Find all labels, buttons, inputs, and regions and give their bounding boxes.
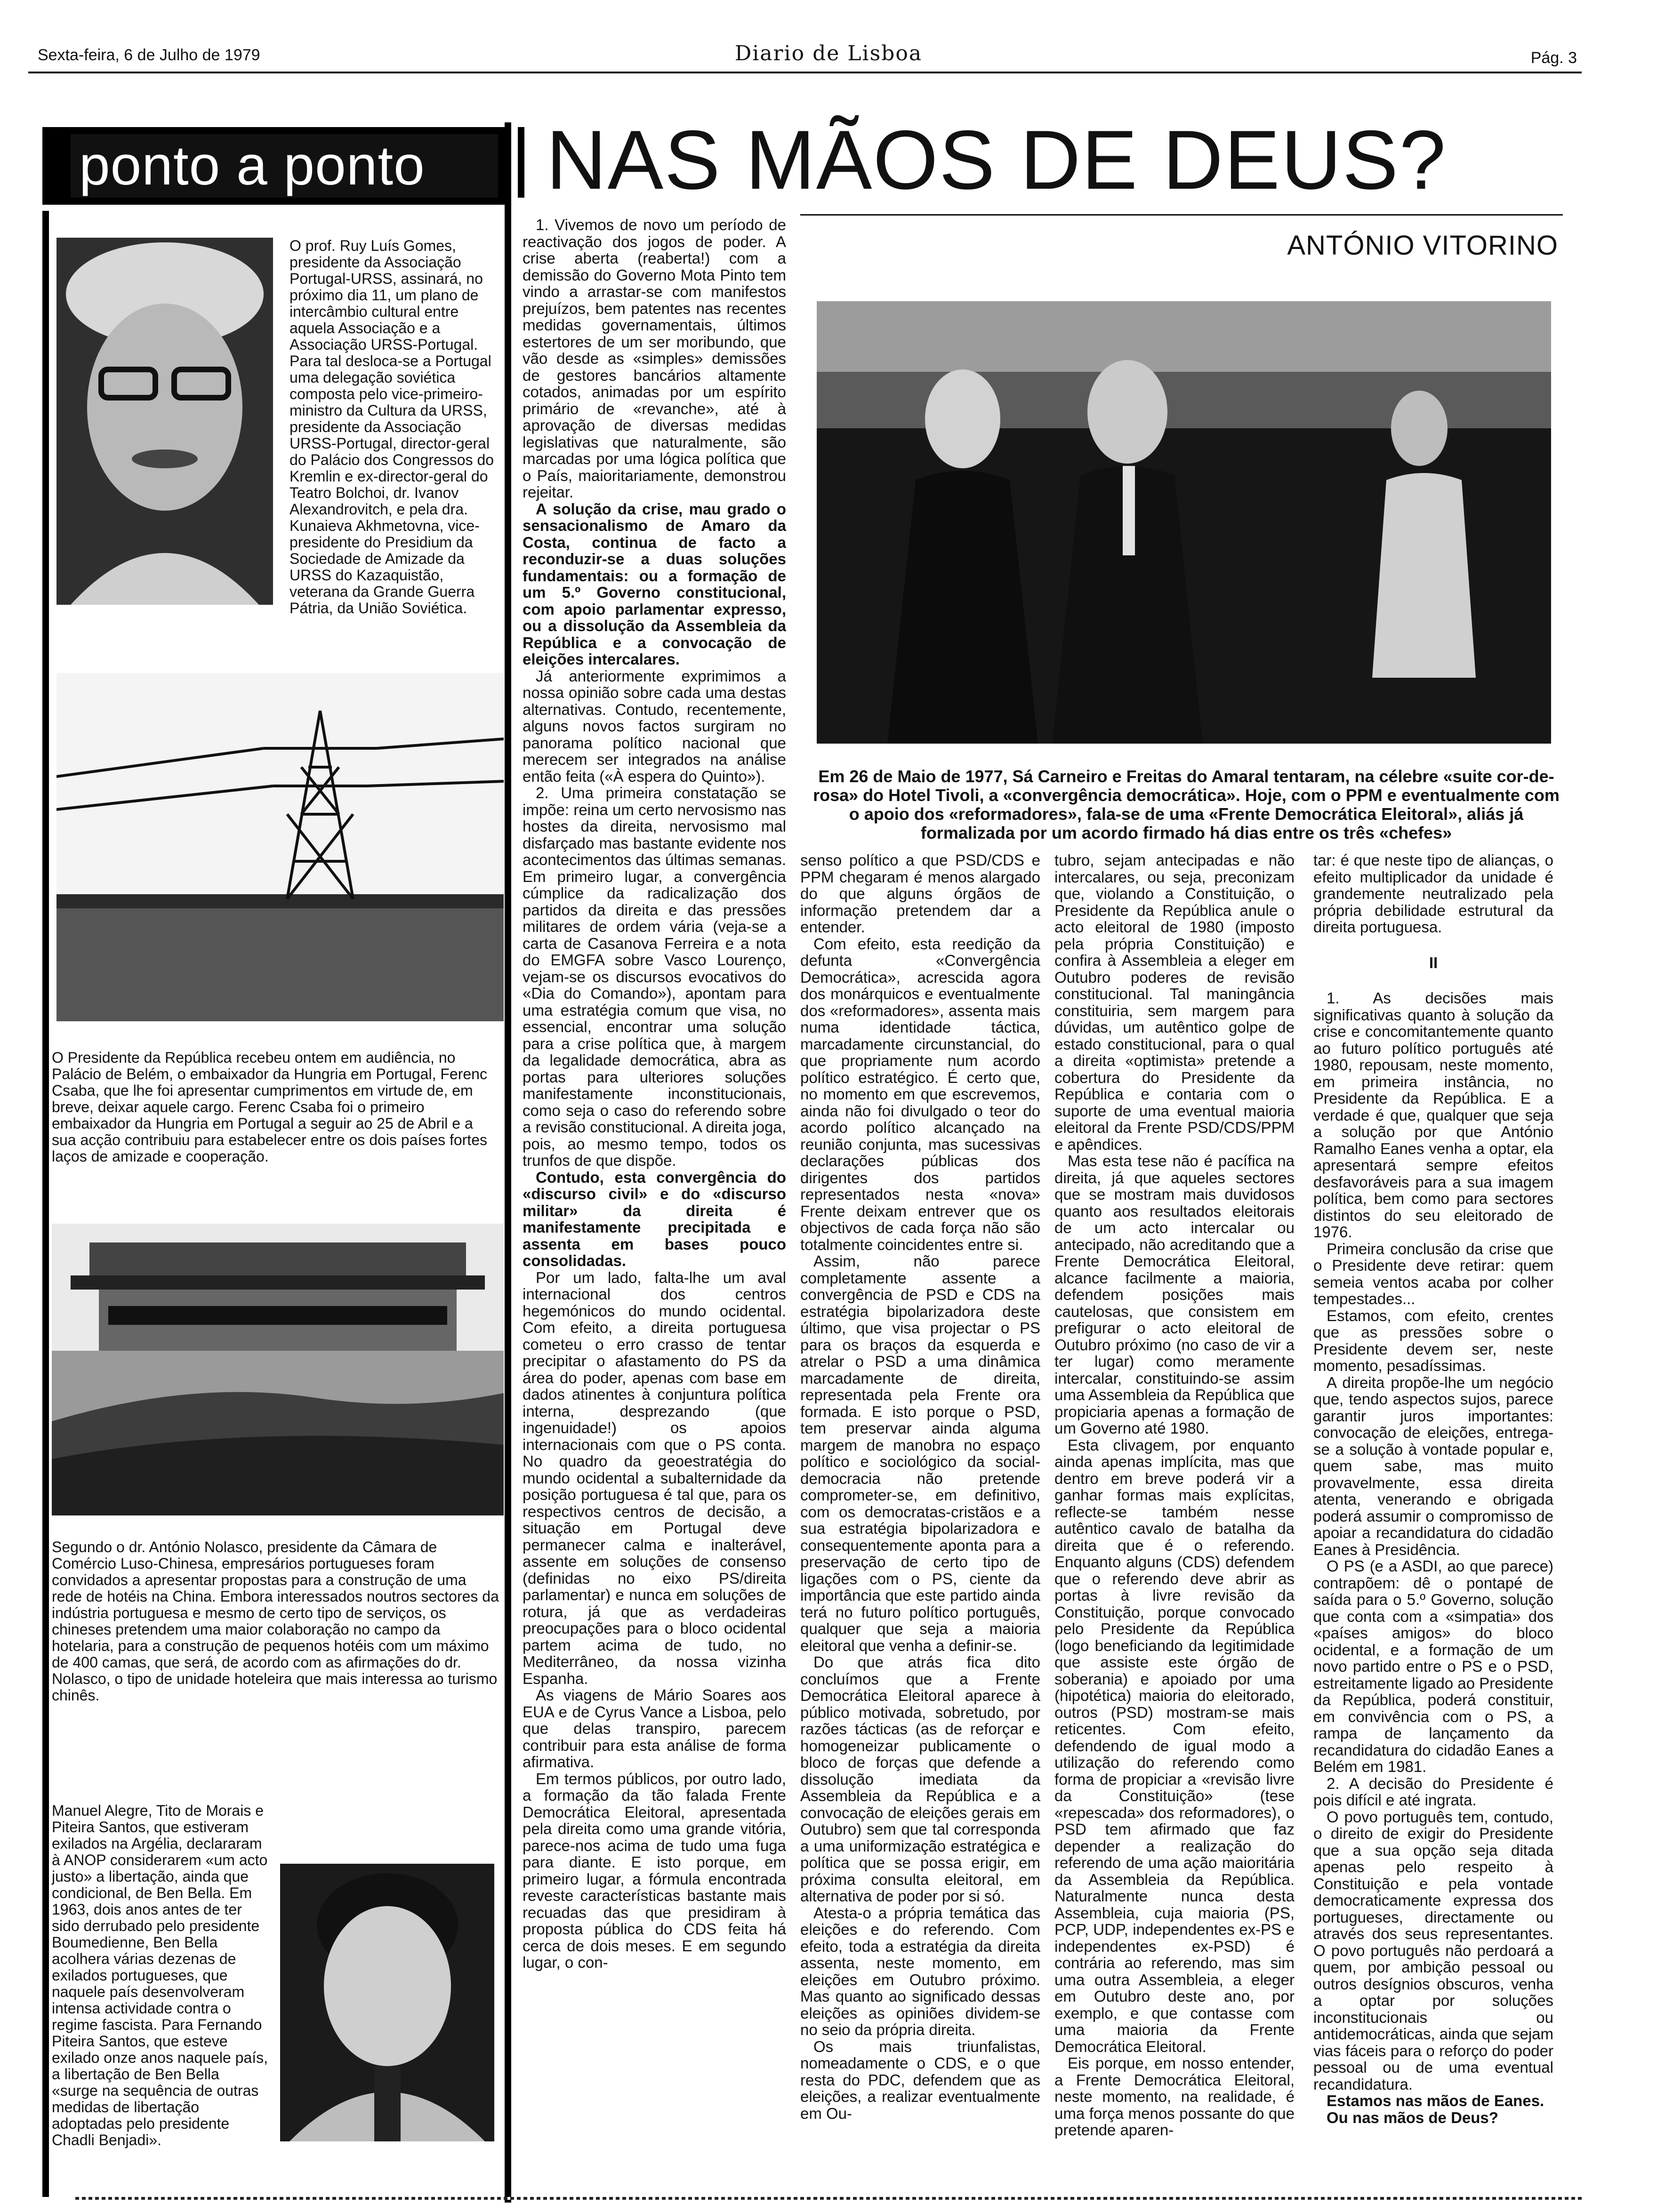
article-paragraph: Por um lado, falta-lhe um aval internacional dos centros hegemónicos do mundo ocidental. Com efeito, a direita portuguesa cometeu o erro crasso de tentar precipitar o afastamento do PS da área do poder, apenas com base em dados atinentes à conjuntura política interna, desprezando (que ingenuidade!) os apoios internacionais com que o PS conta. No quadro da geoestratégia do mundo ocidental a subalternidade da posição portuguesa é tal que, para os respectivos centros de decisão, a situação em Portugal deve permanecer calma e inalterável, assente em soluções de consenso (definidas no eixo PS/direita parlamentar) e nunca em soluções de rotura, já que as verdadeiras preocupações para o bloco ocidental partem acima de tudo, no Mediterrâneo, da nossa vizinha Espanha. — [523, 1268, 786, 1687]
section-title: ponto a ponto — [71, 134, 498, 198]
article-author: ANTÓNIO VITORINO — [1287, 230, 1558, 261]
article-column-2 — [800, 852, 1040, 2122]
brief-gomes: O prof. Ruy Luís Gomes, presidente da Associação Portugal-URSS, assinará, no próximo dia 11, um plano de intercâmbio cultural entre aquela Associação e a Associação URSS-Portugal. Para tal desloca-se a Portugal uma delegação soviética composta pelo vice-primeiro-ministro da Cultura da URSS, presidente da Associação URSS-Portugal, director-geral do Palácio dos Congressos do Kremlin e ex-director-geral do Teatro Bolchoi, dr. Ivanov Alexandrovitch, e pela dra. Kunaieva Akhmetovna, vice-presidente do Presidium da Sociedade de Amizade da URSS do Kazaquistão, veterana da Grande Guerra Pátria, da União Soviética. — [290, 237, 494, 617]
article-paragraph: 2. Uma primeira constatação se impõe: reina um certo nervosismo nas hostes da direita, nervosismo mal disfarçado mas bastante evidente nos acontecimentos das últimas semanas. Em primeiro lugar, a convergência cúmplice da radicalização dos partidos da direita e das pressões militares de ordem vária (veja-se a carta de Casanova Ferreira e a nota do EMGFA sobre Vasco Lourenço, vejam-se os discursos evocativos do «Dia do Comando»), apontam para uma estratégia comum que visa, no essencial, encontrar uma solução para a crise política que, à margem da legalidade democrática, abra as portas para ulteriores soluções manifestamente inconstitucionais, como seja o caso do referendo sobre a revisão constitucional. A direita joga, pois, ao mesmo tempo, todos os trunfos de que dispõe. — [523, 784, 786, 1169]
article-paragraph: O povo português tem, contudo, o direito de exigir do Presidente que a sua opção seja ditada apenas pelo respeito à Constituição e pela vontade democraticamente expressa dos portugueses, directamente ou através dos seus representantes. O povo português não perdoará a quem, por ambição pessoal ou outros desígnios obscuros, venha a optar por soluções inconstitucionais ou antidemocráticas, ainda que sejam vias fáceis para o reforço do poder pessoal ou de uma eventual recandidatura. — [1313, 1808, 1553, 2093]
article-paragraph: senso político a que PSD/CDS e PPM chegaram é menos alargado do que alguns órgãos de informação pretendem dar a entender. — [800, 851, 1040, 936]
article-paragraph: Os mais triunfalistas, nomeadamente o CDS, e o que resta do PDC, defendem que as eleições, a realizar eventualmente em Ou- — [800, 2037, 1040, 2122]
brief-ben-bella: Manuel Alegre, Tito de Morais e Piteira Santos, que estiveram exilados na Argélia, declararam à ANOP considerarem «um acto justo» a libertação, ainda que condicional, de Ben Bella. Em 1963, dois anos antes de ter sido derrubado pelo presidente Boumedienne, Ben Bella acolhera várias dezenas de exilados portugueses, que naquele país desenvolveram intensa actividade contra o regime fascista. Para Fernando Piteira Santos, que esteve exilado onze anos naquele país, a libertação de Ben Bella «surge na sequência de outras medidas de libertação adoptadas pelo presidente Chadli Benjadi». — [52, 1802, 268, 2148]
brief-hungary: O Presidente da República recebeu ontem em audiência, no Palácio de Belém, o embaixador da Hungria em Portugal, Ferenc Csaba, que lhe foi apresentar cumprimentos em virtude de, em breve, deixar aquele cargo. Ferenc Csaba foi o primeiro embaixador da Hungria em Portugal a seguir ao 25 de Abril e a sua acção contribuiu para estabelecer entre os dois países fortes laços de amizade e cooperação. — [52, 1049, 487, 1165]
author-rule — [800, 214, 1563, 216]
article-paragraph: Estamos nas mãos de Eanes. — [1327, 2092, 1544, 2109]
article-paragraph: O PS (e a ASDI, ao que parece) contrapõem: dê o pontapé de saída para o 5.º Governo, solução que conta com a «simpatia» dos «países amigos» do bloco ocidental, e a formação de um novo partido entre o PS e o PSD, estreitamente ligado ao Presidente da República, poderá constituir, em convivência com o PS, a rampa de lançamento da recandidatura do cidadão Eanes a Belém em 1981. — [1313, 1557, 1553, 1775]
article-paragraph: Assim, não parece completamente assente a convergência de PSD e CDS na estratégia bipolarizadora deste último, que visa projectar o PS para os braços da esquerda e atrelar o PSD a uma dinâmica marcadamente de direita, representada pela Frente ora formada. E isto porque o PSD, tem preservar ainda alguma margem de manobra no espaço político e sociológico da social-democracia não pretende comprometer-se, em definitivo, com os democratas-cristãos e a sua estratégia bipolarizadora e consequentemente aponta para a preservação de certo tipo de ligações com o PS, ciente da importância que este partido ainda terá no futuro político português, qualquer que seja a maioria eleitoral que venha a definir-se. — [800, 1252, 1040, 1654]
bottom-rule — [75, 2197, 1582, 2200]
article-paragraph: A direita propõe-lhe um negócio que, tendo aspectos sujos, parece garantir juros importantes: convocação de eleições, entrega-se a solução à vontade popular e, quem sabe, mas muito provavelmente, essa direita atenta, venerando e obrigada poderá assumir o compromisso de apoiar a recandidatura do cidadão Eanes à Presidência. — [1313, 1373, 1553, 1558]
article-paragraph: 2. A decisão do Presidente é pois difícil e até ingrata. — [1313, 1774, 1553, 1809]
masthead: Diario de Lisboa — [734, 41, 923, 65]
article-paragraph: Eis porque, em nosso entender, a Frente Democrática Eleitoral, neste momento, na realidade, é uma força menos possante do que pretende aparen- — [1054, 2054, 1295, 2139]
main-photo-sa-carneiro-freitas — [817, 301, 1551, 744]
page-number: Pág. 3 — [1530, 49, 1577, 67]
article-paragraph: Primeira conclusão da crise que o Presidente deve retirar: quem semeia ventos acaba por colher tempestades... — [1313, 1240, 1553, 1307]
article-paragraph: Ou nas mãos de Deus? — [1327, 2108, 1498, 2126]
photo-caption: Em 26 de Maio de 1977, Sá Carneiro e Freitas do Amaral tentaram, na célebre «suite cor-de-rosa» do Hotel Tivoli, a «convergência democrática». Hoje, com o PPM e eventualmente com o apoio dos «reformadores», fala-se de uma «Frente Democrática Eleitoral», aliás já formalizada por um acordo firmado há dias entre os três «chefes» — [813, 767, 1560, 842]
article-title: NAS MÃOS DE DEUS? — [546, 113, 1447, 207]
article-paragraph: Contudo, esta convergência do «discurso civil» e do «discurso militar» da direita é manifestamente precipitada e assenta em bases pouco consolidadas. — [523, 1168, 786, 1269]
article-paragraph: tubro, sejam antecipadas e não intercalares, ou seja, preconizam que, violando a Constituição, o Presidente da República anule o acto eleitoral de 1980 (imposto pela própria Constituição) e confira à Assembleia a eleger em Outubro poderes de revisão constitucional. Tal maningância constituiria, sem margem para dúvidas, um autêntico golpe de estado constitucional, para o qual a direita «optimista» pretende a cobertura do Presidente da República e contaria com o suporte de uma eventual maioria eleitoral da Frente PSD/CDS/PPM e apêndices. — [1054, 851, 1295, 1153]
pylon-photo — [56, 673, 504, 1021]
header-rule — [28, 72, 1582, 73]
article-paragraph: Estamos, com efeito, crentes que as pressões sobre o Presidente devem ser, neste momento, pesadíssimas. — [1313, 1306, 1553, 1374]
article-paragraph: Mas esta tese não é pacífica na direita, já que aqueles sectores que se mostram mais duvidosos quanto aos resultados eleitorais de um acto intercalar ou antecipado, não acreditando que a Frente Democrática Eleitoral, alcance facilmente a maioria, defendem posições mais cautelosas, que consistem em prefigurar o acto eleitoral de Outubro próximo (no caso de vir a ter lugar) como meramente intercalar, constituindo-se assim uma Assembleia da República que propiciaria apenas a formação de um Governo até 1980. — [1054, 1152, 1295, 1437]
article-paragraph: Com efeito, esta reedição da defunta «Convergência Democrática», acrescida agora dos monárquicos e eventualmente dos «reformadores», assenta mais numa identidade táctica, marcadamente circunstancial, do que propriamente num acordo político estratégico. É certo que, no momento em que escrevemos, ainda não foi divulgado o teor do acordo político alcançado na reunião conjunta, mas sucessivas declarações públicas dos dirigentes dos partidos representados nesta «nova» Frente deixam entrever que os objectivos de cada força não são totalmente coincidentes entre si. — [800, 935, 1040, 1253]
article-paragraph: Esta clivagem, por enquanto ainda apenas implícita, mas que dentro em breve poderá vir a ganhar formas mais explícitas, reflecte-se também nesse autêntico cavalo de batalha da direita que é o referendo. Enquanto alguns (CDS) defendem que o referendo deve abrir as portas à livre revisão da Constituição, porque convocado pelo Presidente da República (logo beneficiando da legitimidade que assiste este órgão de soberania) e apoiado por uma (hipotética) maioria do eleitorado, outros (PSD) mostram-se mais reticentes. Com efeito, defendendo de igual modo a utilização do referendo como forma de propiciar a «revisão livre da Constituição» (tese «repescada» dos reformadores), o PSD tem afirmado que faz depender a realização do referendo de uma ação maioritária da Assembleia da República. Naturalmente nunca desta Assembleia, cuja maioria (PS, PCP, UDP, independentes ex-PS e independentes ex-PSD) é contrária ao referendo, mas sim uma outra Assembleia, a eleger em Outubro deste ano, por exemplo, e que contasse com uma maioria da Frente Democrática Eleitoral. — [1054, 1436, 1295, 2055]
article-paragraph: tar: é que neste tipo de alianças, o efeito multiplicador da unidade é grandemente neutralizado pela própria debilidade estrutural da direita portuguesa. — [1313, 851, 1553, 936]
article-column-4 — [1313, 852, 1553, 2126]
portrait-photo-gomes — [56, 238, 273, 605]
article-paragraph: Do que atrás fica dito concluímos que a Frente Democrática Eleitoral aparece à público motivada, sobretudo, por razões tácticas (as de reforçar e homogeneizar publicamente o bloco de forças que defende a dissolução imediata da Assembleia da República e a convocação de eleições gerais em Outubro) sem que tal corresponda a uma uniformização estratégica e política que se possa erigir, em próxima consulta eleitoral, em alternativa de poder por si só. — [800, 1653, 1040, 1905]
article-paragraph: Já anteriormente exprimimos a nossa opinião sobre cada uma destas alternativas. Contudo, recentemente, alguns novos factos surgiram no panorama político nacional que merecem ser integrados na análise então feita («À espera do Quinto»). — [523, 667, 786, 785]
column-divider — [505, 122, 511, 2203]
brief-china: Segundo o dr. António Nolasco, presidente da Câmara de Comércio Luso-Chinesa, empresários portugueses foram convidados a apresentar propostas para a construção de uma rede de hotéis na China. Embora interessados noutros sectores da indústria portuguesa e mesmo de certo tipo de serviços, os chineses pretendem uma maior colaboração no campo da hotelaria, para a construção de pequenos hotéis com um máximo de 400 camas, que será, de acordo com as afirmações do dr. Nolasco, o tipo de unidade hoteleira que mais interessa ao turismo chinês. — [52, 1539, 499, 1704]
article-paragraph: A solução da crise, mau grado o sensacionalismo de Amaro da Costa, continua de facto a reconduzir-se a duas soluções fundamentais: ou a formação de um 5.º Governo constitucional, com apoio parlamentar expresso, ou a dissolução da Assembleia da República e a convocação de eleições intercalares. — [523, 500, 786, 668]
article-paragraph: Atesta-o a própria temática das eleições e do referendo. Com efeito, toda a estratégia da direita assenta, neste momento, em eleições em Outubro próximo. Mas quanto ao significado dessas eleições as opiniões dividem-se no seio da própria direita. — [800, 1904, 1040, 2038]
article-paragraph: 1. Vivemos de novo um período de reactivação dos jogos de poder. A crise aberta (reaberta!) com a demissão do Governo Mota Pinto tem vindo a arrastar-se com manifestos prejuízos, bem patentes nas recentes medidas governamentais, últimos estertores de um ser moribundo, que vão desde as «simples» demissões de gestores bancários altamente cotados, animadas por um espírito primário de «revanche», até à aprovação de diversas medidas legislativas que naturalmente, são marcadas por uma lógica política que o País, maioritariamente, demonstrou rejeitar. — [523, 216, 786, 501]
article-paragraph: 1. As decisões mais significativas quanto à solução da crise e concomitantemente quanto ao futuro político português até 1980, repousam, neste momento, em primeira instância, no Presidente da República. E a verdade é que, qualquer que seja a solução por que António Ramalho Eanes venha a optar, ela apresentará sempre efeitos desfavoráveis para a sua imagem política, bem como para sectores distintos do seu eleitorado de 1976. — [1313, 989, 1553, 1241]
article-column-3 — [1054, 852, 1295, 2139]
portrait-photo-ben-bella — [280, 1864, 494, 2141]
article-paragraph: II — [1429, 954, 1438, 971]
header-date: Sexta-feira, 6 de Julho de 1979 — [38, 46, 260, 64]
article-paragraph: As viagens de Mário Soares aos EUA e de Cyrus Vance a Lisboa, pelo que delas transpiro, parecem contribuir para esta análise de forma afirmativa. — [523, 1686, 786, 1771]
china-square-photo — [52, 1224, 504, 1515]
article-paragraph: Em termos públicos, por outro lado, a formação da tão falada Frente Democrática Eleitoral, apresentada pela direita como uma grande vitória, parece-nos acima de tudo uma fuga para diante. E isto porque, em primeiro lugar, a fórmula encontrada reveste características bastante mais recuadas das que presidiram à proposta pública do CDS feita há cerca de dois meses. E em segundo lugar, o con- — [523, 1770, 786, 1971]
title-bar — [518, 127, 524, 198]
left-column-bar — [42, 211, 49, 2197]
article-column-1 — [523, 216, 786, 1971]
